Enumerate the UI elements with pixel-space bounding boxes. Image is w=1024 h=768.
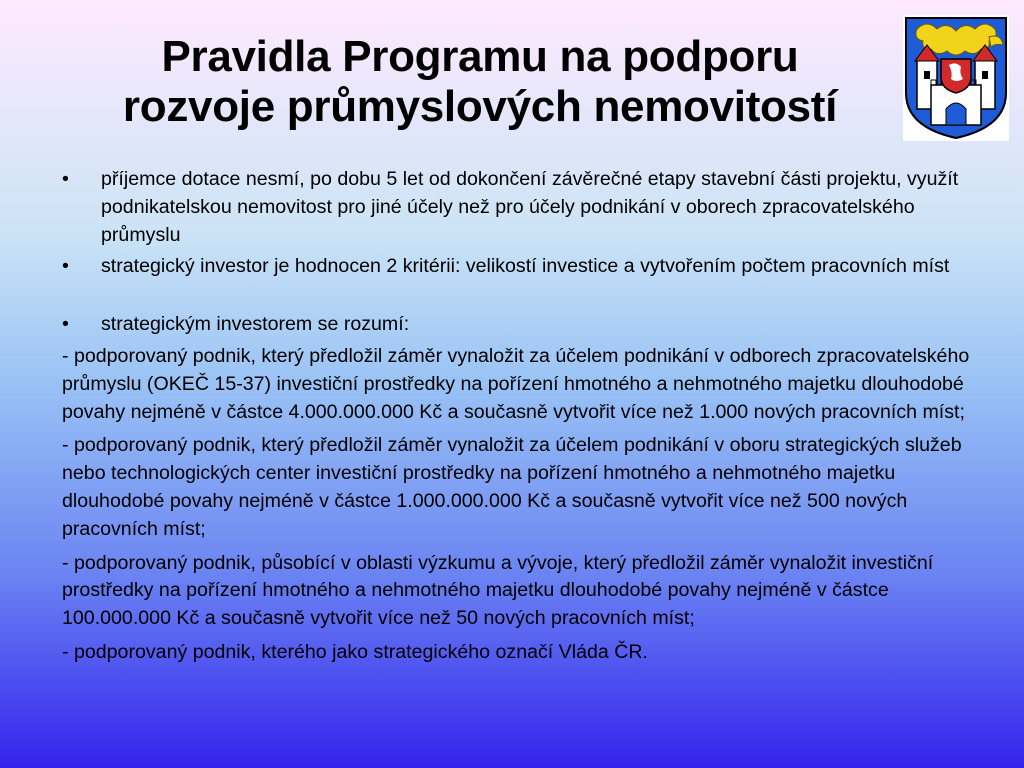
bullet-item <box>62 166 982 249</box>
investor-definition-paragraph: - podporovaný podnik, který předložil záměr vynaložit za účelem podnikání v oboru strategických služeb nebo technologických center investiční prostředky na pořízení hmotného a nehmotného majetku dlouhodobé povahy nejméně v částce 1.000.000.000 Kč a současně vytvořit více než 500 nových pracovních míst; <box>62 434 962 540</box>
bullet-icon: • <box>62 168 69 190</box>
investor-definition-paragraph: - podporovaný podnik, působící v oblasti výzkumu a vývoje, který předložil záměr vynaložit investiční prostředky na pořízení hmotného a nehmotného majetku dlouhodobé povahy nejméně v částce 100.000.000 Kč a současně vytvořit více než 50 nových pracovních míst; <box>62 551 934 630</box>
slide-title <box>40 32 920 132</box>
bullet-icon: • <box>62 255 69 278</box>
bullet-text: strategický investor je hodnocen 2 kritérii: velikostí investice a vytvořením počtem pracovních míst <box>101 255 950 278</box>
title-line-2: rozvoje průmyslových nemovitostí <box>122 82 838 131</box>
bullet-item <box>62 253 982 281</box>
slide-body <box>62 166 982 673</box>
title-line-1: Pravidla Programu na podporu <box>161 32 799 81</box>
bullet-icon: • <box>62 313 69 336</box>
investor-definition-paragraph: - podporovaný podnik, který předložil záměr vynaložit za účelem podnikání v odborech zpracovatelského průmyslu (OKEČ 15-37) investiční prostředky na pořízení hmotného a nehmotného majetku dlouhodobé povahy nejméně v částce 4.000.000.000 Kč a současně vytvořit více než 1.000 nových pracovních míst; <box>62 344 970 423</box>
coat-of-arms-icon <box>903 15 1009 141</box>
bullet-text: strategickým investorem se rozumí: <box>101 313 410 336</box>
investor-definition-paragraph: - podporovaný podnik, kterého jako strategického označí Vláda ČR. <box>62 640 648 663</box>
bullet-text: příjemce dotace nesmí, po dobu 5 let od dokončení závěrečné etapy stavební části projektu, využít podnikatelskou nemovitost pro jiné účely než pro účely podnikání v oborech zpracovatelského průmyslu <box>101 168 959 246</box>
bullet-item <box>62 311 982 339</box>
